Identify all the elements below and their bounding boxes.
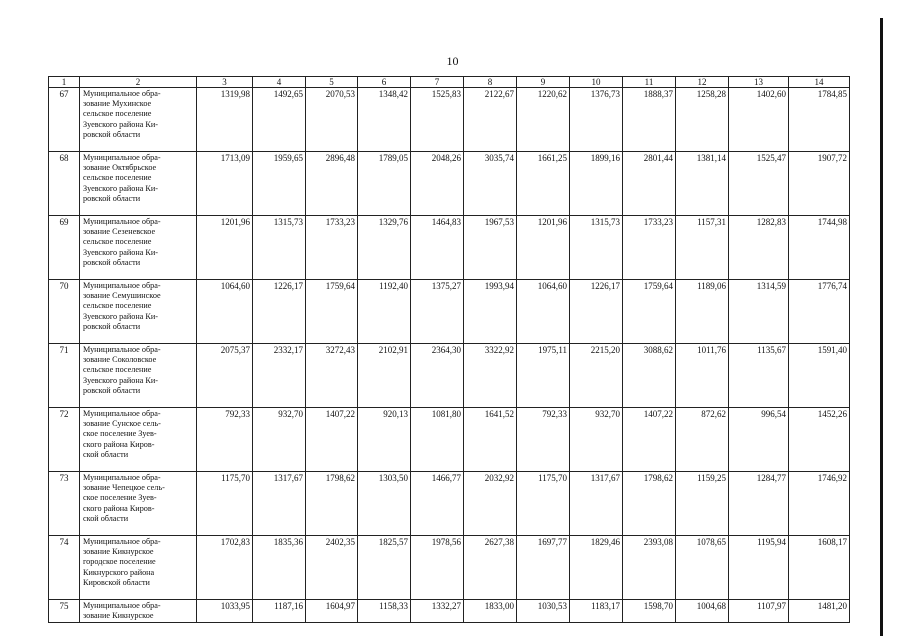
tariff-table [48,76,850,623]
table-row [49,152,850,216]
municipality-name-line: Муниципальное обра- [83,537,161,546]
municipality-name-line: ское поселение Зуев- [83,429,157,439]
value-cell: 1744,98 [789,216,850,280]
value-cell: 1492,65 [253,88,306,152]
value-cell: 1481,20 [789,600,850,623]
value-cell: 792,33 [197,408,253,472]
value-cell: 1030,53 [517,600,570,623]
header-cell: 13 [729,77,789,88]
value-cell: 1284,77 [729,472,789,536]
value-cell: 2032,92 [464,472,517,536]
value-cell: 1978,56 [411,536,464,600]
value-cell: 1107,97 [729,600,789,623]
value-cell: 1466,77 [411,472,464,536]
municipality-name-line: зование Кикнурское [83,547,154,557]
value-cell: 2048,26 [411,152,464,216]
header-cell: 2 [80,77,197,88]
table-row [49,88,850,152]
value-cell: 1452,26 [789,408,850,472]
value-cell: 1303,50 [358,472,411,536]
row-number-cell: 71 [49,344,80,408]
municipality-name-line: зование Соколовское [83,355,157,365]
municipality-name-line: зование Чепецкое сель- [83,483,165,493]
value-cell: 1329,76 [358,216,411,280]
municipality-name-line: ровской области [83,385,141,395]
value-cell: 1967,53 [464,216,517,280]
value-cell: 1888,37 [623,88,676,152]
value-cell: 1825,57 [358,536,411,600]
value-cell: 3088,62 [623,344,676,408]
value-cell: 1833,00 [464,600,517,623]
value-cell: 1776,74 [789,280,850,344]
municipality-name-cell [80,216,197,280]
value-cell: 1993,94 [464,280,517,344]
municipality-name-line: зование Мухинское [83,99,152,109]
header-row [49,77,850,88]
municipality-name-line: Зуевского района Ки- [83,375,158,385]
value-cell: 1835,36 [253,536,306,600]
value-cell: 1591,40 [789,344,850,408]
value-cell: 1464,83 [411,216,464,280]
value-cell: 1789,05 [358,152,411,216]
header-cell: 4 [253,77,306,88]
value-cell: 3272,43 [306,344,358,408]
value-cell: 1733,23 [306,216,358,280]
table-row [49,472,850,536]
municipality-name-line: Муниципальное обра- [83,281,161,290]
value-cell: 3322,92 [464,344,517,408]
table-body [49,88,850,623]
municipality-name-line: ское поселение Зуев- [83,493,157,503]
value-cell: 932,70 [253,408,306,472]
value-cell: 1317,67 [253,472,306,536]
value-cell: 2627,38 [464,536,517,600]
municipality-name-line: городское поселение [83,557,156,567]
value-cell: 1713,09 [197,152,253,216]
value-cell: 1226,17 [570,280,623,344]
municipality-name-line: Муниципальное обра- [83,345,161,354]
value-cell: 1733,23 [623,216,676,280]
value-cell: 1183,17 [570,600,623,623]
municipality-name-line: Муниципальное обра- [83,89,161,98]
value-cell: 932,70 [570,408,623,472]
value-cell: 1661,25 [517,152,570,216]
municipality-name-line: зование Сезеневское [83,227,156,237]
header-cell: 5 [306,77,358,88]
header-cell: 7 [411,77,464,88]
municipality-name-cell [80,152,197,216]
value-cell: 1187,16 [253,600,306,623]
municipality-name-line: Зуевского района Ки- [83,247,158,257]
header-cell: 11 [623,77,676,88]
municipality-name-cell [80,536,197,600]
municipality-name-cell [80,280,197,344]
value-cell: 1959,65 [253,152,306,216]
value-cell: 2075,37 [197,344,253,408]
value-cell: 996,54 [729,408,789,472]
value-cell: 1201,96 [197,216,253,280]
value-cell: 2102,91 [358,344,411,408]
value-cell: 2122,67 [464,88,517,152]
municipality-name-line: зование Октябрьское [83,163,157,173]
municipality-name-cell [80,88,197,152]
value-cell: 1315,73 [570,216,623,280]
value-cell: 1004,68 [676,600,729,623]
value-cell: 872,62 [676,408,729,472]
value-cell: 792,33 [517,408,570,472]
value-cell: 1258,28 [676,88,729,152]
value-cell: 1525,47 [729,152,789,216]
municipality-name-line: Муниципальное обра- [83,217,161,226]
municipality-name-line: Муниципальное обра- [83,601,161,610]
value-cell: 1315,73 [253,216,306,280]
value-cell: 2402,35 [306,536,358,600]
value-cell: 1798,62 [306,472,358,536]
value-cell: 1608,17 [789,536,850,600]
table-row [49,536,850,600]
table-row [49,280,850,344]
table-row [49,408,850,472]
value-cell: 2215,20 [570,344,623,408]
row-number-cell: 73 [49,472,80,536]
municipality-name-line: Муниципальное обра- [83,473,161,482]
header-cell: 6 [358,77,411,88]
value-cell: 1081,80 [411,408,464,472]
value-cell: 1175,70 [517,472,570,536]
municipality-name-cell [80,472,197,536]
municipality-name-cell [80,344,197,408]
municipality-name-line: Зуевского района Ки- [83,119,158,129]
municipality-name-line: Муниципальное обра- [83,409,161,418]
municipality-name-line: Зуевского района Ки- [83,311,158,321]
value-cell: 1189,06 [676,280,729,344]
value-cell: 1158,33 [358,600,411,623]
row-number-cell: 68 [49,152,80,216]
value-cell: 1604,97 [306,600,358,623]
value-cell: 1175,70 [197,472,253,536]
value-cell: 2364,30 [411,344,464,408]
value-cell: 1192,40 [358,280,411,344]
table-row [49,600,850,623]
value-cell: 1381,14 [676,152,729,216]
row-number-cell: 75 [49,600,80,623]
value-cell: 1975,11 [517,344,570,408]
municipality-name-line: ровской области [83,321,141,331]
value-cell: 1899,16 [570,152,623,216]
header-cell: 8 [464,77,517,88]
municipality-name-line: ровской области [83,257,141,267]
municipality-name-line: сельское поселение [83,109,152,119]
municipality-name-line: ской области [83,449,129,459]
value-cell: 3035,74 [464,152,517,216]
municipality-name-line: ровской области [83,193,141,203]
municipality-name-line: сельское поселение [83,301,152,311]
page-number: 10 [446,54,459,68]
row-number-cell: 74 [49,536,80,600]
value-cell: 2332,17 [253,344,306,408]
municipality-name-line: сельское поселение [83,365,152,375]
header-cell: 1 [49,77,80,88]
value-cell: 1220,62 [517,88,570,152]
row-number-cell: 70 [49,280,80,344]
municipality-name-line: зование Сунское сель- [83,419,161,429]
row-number-cell: 72 [49,408,80,472]
municipality-name-cell [80,600,197,623]
value-cell: 1784,85 [789,88,850,152]
value-cell: 1332,27 [411,600,464,623]
value-cell: 1319,98 [197,88,253,152]
municipality-name-line: зование Семушинское [83,291,161,301]
value-cell: 1282,83 [729,216,789,280]
value-cell: 1798,62 [623,472,676,536]
header-cell: 3 [197,77,253,88]
header-cell: 14 [789,77,850,88]
value-cell: 1135,67 [729,344,789,408]
value-cell: 1746,92 [789,472,850,536]
value-cell: 1407,22 [623,408,676,472]
municipality-name-line: сельское поселение [83,173,152,183]
header-cell: 9 [517,77,570,88]
municipality-name-cell [80,408,197,472]
value-cell: 1078,65 [676,536,729,600]
value-cell: 1641,52 [464,408,517,472]
value-cell: 1011,76 [676,344,729,408]
value-cell: 1525,83 [411,88,464,152]
value-cell: 920,13 [358,408,411,472]
municipality-name-line: ского района Киров- [83,503,155,513]
value-cell: 2801,44 [623,152,676,216]
municipality-name-line: Зуевского района Ки- [83,183,158,193]
value-cell: 1201,96 [517,216,570,280]
value-cell: 1064,60 [517,280,570,344]
row-number-cell: 67 [49,88,80,152]
municipality-name-line: Кировской области [83,577,150,587]
municipality-name-line: Кикнурского района [83,567,155,577]
value-cell: 1407,22 [306,408,358,472]
header-cell: 10 [570,77,623,88]
value-cell: 1157,31 [676,216,729,280]
value-cell: 2070,53 [306,88,358,152]
table-row [49,344,850,408]
value-cell: 1697,77 [517,536,570,600]
value-cell: 1348,42 [358,88,411,152]
value-cell: 1598,70 [623,600,676,623]
municipality-name-line: зование Кикнурское [83,611,154,621]
value-cell: 1702,83 [197,536,253,600]
value-cell: 1759,64 [306,280,358,344]
value-cell: 2393,08 [623,536,676,600]
municipality-name-line: сельское поселение [83,237,152,247]
municipality-name-line: ского района Киров- [83,439,155,449]
value-cell: 1064,60 [197,280,253,344]
value-cell: 1317,67 [570,472,623,536]
value-cell: 1314,59 [729,280,789,344]
value-cell: 1375,27 [411,280,464,344]
value-cell: 1033,95 [197,600,253,623]
municipality-name-line: ской области [83,513,129,523]
municipality-name-line: Муниципальное обра- [83,153,161,162]
value-cell: 1159,25 [676,472,729,536]
scan-edge-line [880,18,883,636]
municipality-name-line: ровской области [83,129,141,139]
value-cell: 1907,72 [789,152,850,216]
value-cell: 1195,94 [729,536,789,600]
row-number-cell: 69 [49,216,80,280]
value-cell: 1376,73 [570,88,623,152]
table-row [49,216,850,280]
value-cell: 1402,60 [729,88,789,152]
header-cell: 12 [676,77,729,88]
value-cell: 1226,17 [253,280,306,344]
value-cell: 2896,48 [306,152,358,216]
value-cell: 1829,46 [570,536,623,600]
value-cell: 1759,64 [623,280,676,344]
